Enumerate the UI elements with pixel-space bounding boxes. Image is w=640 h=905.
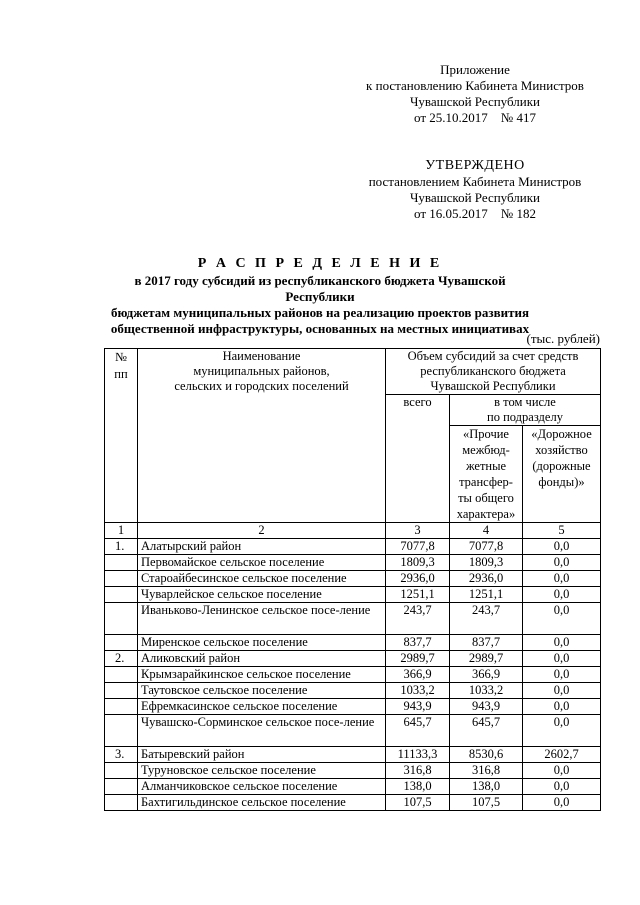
row-other-transfers: 2936,0 bbox=[450, 571, 523, 587]
row-name: Чуварлейское сельское поселение bbox=[138, 587, 386, 603]
row-number: 1. bbox=[105, 539, 138, 555]
header-volume: Объем субсидий за счет средств республиканского бюджета Чувашской Республики bbox=[386, 349, 601, 395]
row-number bbox=[105, 571, 138, 587]
row-name: Аликовский район bbox=[138, 651, 386, 667]
row-road-funds: 0,0 bbox=[523, 763, 601, 779]
row-other-transfers: 366,9 bbox=[450, 667, 523, 683]
table-row bbox=[105, 635, 601, 651]
approved-line-1: постановлением Кабинета Министров bbox=[368, 174, 582, 189]
table-row bbox=[105, 715, 601, 747]
appendix-line-2: к постановлению Кабинета Министров bbox=[366, 78, 584, 93]
column-number-row bbox=[105, 523, 601, 539]
row-other-transfers: 138,0 bbox=[450, 779, 523, 795]
row-total: 1033,2 bbox=[386, 683, 450, 699]
row-number bbox=[105, 715, 138, 747]
row-name: Миренское сельское поселение bbox=[138, 635, 386, 651]
document-subtitle-2: бюджетам муниципальных районов на реализацию проектов развития bbox=[110, 305, 530, 320]
row-name: Иваньково-Ленинское сельское посе-ление bbox=[138, 603, 386, 635]
row-name: Крымзарайкинское сельское поселение bbox=[138, 667, 386, 683]
document-subtitle-1: в 2017 году субсидий из республиканского бюджета Чувашской Республики bbox=[134, 273, 506, 304]
header-including: в том числе по подразделу bbox=[450, 395, 601, 426]
row-name: Таутовское сельское поселение bbox=[138, 683, 386, 699]
row-total: 2989,7 bbox=[386, 651, 450, 667]
row-number bbox=[105, 699, 138, 715]
column-number: 4 bbox=[450, 523, 523, 539]
table-row bbox=[105, 555, 601, 571]
row-road-funds: 0,0 bbox=[523, 555, 601, 571]
row-road-funds: 0,0 bbox=[523, 779, 601, 795]
header-other-transfers: «Прочие межбюд- жетные трансфер- ты общего характера» bbox=[450, 426, 523, 523]
row-road-funds: 0,0 bbox=[523, 667, 601, 683]
document-title: Р А С П Р Е Д Е Л Е Н И Е bbox=[197, 256, 443, 271]
row-name: Ефремкасинское сельское поселение bbox=[138, 699, 386, 715]
row-name: Бахтигильдинское сельское поселение bbox=[138, 795, 386, 811]
row-road-funds: 0,0 bbox=[523, 603, 601, 635]
table-row bbox=[105, 763, 601, 779]
row-total: 243,7 bbox=[386, 603, 450, 635]
row-road-funds: 0,0 bbox=[523, 587, 601, 603]
appendix-line-4: от 25.10.2017 № 417 bbox=[414, 110, 536, 125]
document-subtitle-3: общественной инфраструктуры, основанных на местных инициативах bbox=[110, 321, 530, 336]
document-heading bbox=[100, 255, 540, 337]
row-total: 316,8 bbox=[386, 763, 450, 779]
table-row bbox=[105, 587, 601, 603]
row-total: 366,9 bbox=[386, 667, 450, 683]
row-name: Туруновское сельское поселение bbox=[138, 763, 386, 779]
table-row bbox=[105, 651, 601, 667]
row-number: 2. bbox=[105, 651, 138, 667]
row-other-transfers: 943,9 bbox=[450, 699, 523, 715]
row-road-funds: 0,0 bbox=[523, 795, 601, 811]
header-name: Наименование муниципальных районов, сельских и городских поселений bbox=[138, 349, 386, 523]
row-number: 3. bbox=[105, 747, 138, 763]
row-other-transfers: 107,5 bbox=[450, 795, 523, 811]
row-road-funds: 0,0 bbox=[523, 635, 601, 651]
row-number bbox=[105, 667, 138, 683]
row-other-transfers: 316,8 bbox=[450, 763, 523, 779]
row-number bbox=[105, 635, 138, 651]
table-row bbox=[105, 603, 601, 635]
column-number: 1 bbox=[105, 523, 138, 539]
appendix-block bbox=[345, 62, 605, 126]
row-other-transfers: 1033,2 bbox=[450, 683, 523, 699]
approved-line-3: от 16.05.2017 № 182 bbox=[414, 206, 536, 221]
table-row bbox=[105, 747, 601, 763]
header-number: № пп bbox=[105, 349, 138, 523]
row-total: 943,9 bbox=[386, 699, 450, 715]
table-row bbox=[105, 683, 601, 699]
table-header-row bbox=[105, 349, 601, 395]
table-row bbox=[105, 571, 601, 587]
table-row bbox=[105, 667, 601, 683]
row-other-transfers: 1809,3 bbox=[450, 555, 523, 571]
row-road-funds: 0,0 bbox=[523, 699, 601, 715]
row-other-transfers: 837,7 bbox=[450, 635, 523, 651]
row-other-transfers: 7077,8 bbox=[450, 539, 523, 555]
approved-line-2: Чувашской Республики bbox=[409, 190, 541, 205]
row-total: 2936,0 bbox=[386, 571, 450, 587]
header-total: всего bbox=[386, 395, 450, 523]
row-road-funds: 0,0 bbox=[523, 571, 601, 587]
approved-block bbox=[340, 158, 610, 222]
row-number bbox=[105, 683, 138, 699]
row-other-transfers: 645,7 bbox=[450, 715, 523, 747]
row-number bbox=[105, 795, 138, 811]
table-row bbox=[105, 779, 601, 795]
row-other-transfers: 243,7 bbox=[450, 603, 523, 635]
row-name: Чувашско-Сорминское сельское посе-ление bbox=[138, 715, 386, 747]
appendix-line-3: Чувашской Республики bbox=[409, 94, 541, 109]
row-other-transfers: 2989,7 bbox=[450, 651, 523, 667]
row-name: Первомайское сельское поселение bbox=[138, 555, 386, 571]
row-road-funds: 0,0 bbox=[523, 683, 601, 699]
appendix-line-1: Приложение bbox=[440, 62, 510, 77]
row-road-funds: 0,0 bbox=[523, 539, 601, 555]
column-number: 2 bbox=[138, 523, 386, 539]
row-number bbox=[105, 587, 138, 603]
row-number bbox=[105, 763, 138, 779]
row-name: Алатырский район bbox=[138, 539, 386, 555]
column-number: 3 bbox=[386, 523, 450, 539]
table-row bbox=[105, 699, 601, 715]
table-row bbox=[105, 795, 601, 811]
header-road-funds: «Дорожное хозяйство (дорожные фонды)» bbox=[523, 426, 601, 523]
row-number bbox=[105, 779, 138, 795]
row-total: 1809,3 bbox=[386, 555, 450, 571]
row-other-transfers: 1251,1 bbox=[450, 587, 523, 603]
row-road-funds: 2602,7 bbox=[523, 747, 601, 763]
row-total: 645,7 bbox=[386, 715, 450, 747]
table-body bbox=[105, 539, 601, 811]
row-total: 11133,3 bbox=[386, 747, 450, 763]
row-other-transfers: 8530,6 bbox=[450, 747, 523, 763]
row-total: 837,7 bbox=[386, 635, 450, 651]
column-number: 5 bbox=[523, 523, 601, 539]
subsidy-table bbox=[104, 348, 601, 811]
row-total: 107,5 bbox=[386, 795, 450, 811]
row-name: Алманчиковское сельское поселение bbox=[138, 779, 386, 795]
row-total: 1251,1 bbox=[386, 587, 450, 603]
row-total: 138,0 bbox=[386, 779, 450, 795]
row-name: Батыревский район bbox=[138, 747, 386, 763]
row-road-funds: 0,0 bbox=[523, 651, 601, 667]
row-number bbox=[105, 603, 138, 635]
row-number bbox=[105, 555, 138, 571]
row-name: Староайбесинское сельское поселение bbox=[138, 571, 386, 587]
table-row bbox=[105, 539, 601, 555]
row-road-funds: 0,0 bbox=[523, 715, 601, 747]
row-total: 7077,8 bbox=[386, 539, 450, 555]
approved-title: УТВЕРЖДЕНО bbox=[425, 158, 525, 173]
units-label: (тыс. рублей) bbox=[526, 331, 600, 346]
